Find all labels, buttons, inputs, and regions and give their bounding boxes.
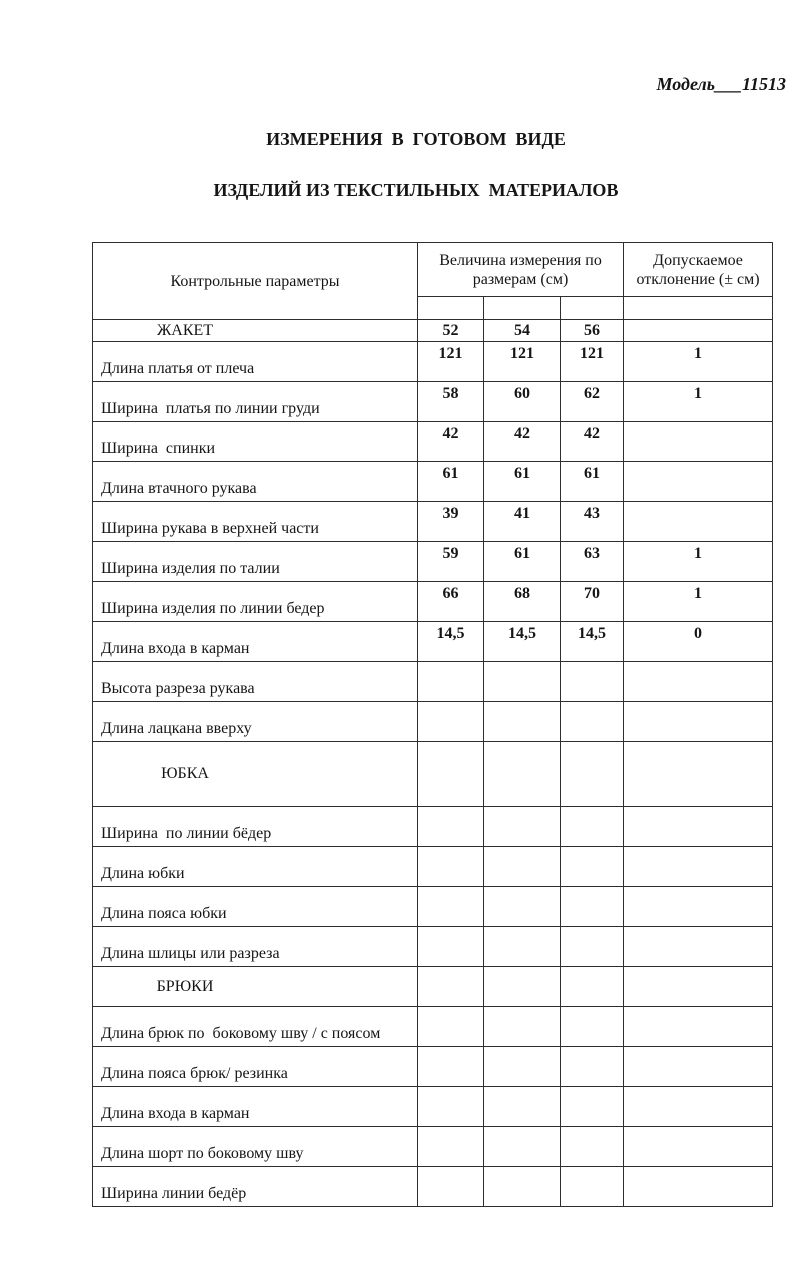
size-value-cell [484,927,561,967]
size-value-cell: 61 [418,462,484,502]
size-value-cell [484,1047,561,1087]
document-title-line1: ИЗМЕРЕНИЯ В ГОТОВОМ ВИДЕ [266,129,566,149]
deviation-cell: 1 [624,382,773,422]
size-value-cell: 61 [561,462,624,502]
deviation-cell [624,1047,773,1087]
size-value-cell [561,702,624,742]
size-value-cell: 14,5 [418,622,484,662]
deviation-cell [624,662,773,702]
table-body [93,320,773,1207]
row-label: Длина втачного рукава [93,462,418,502]
row-label: Длина шлицы или разреза [93,927,418,967]
row-label: Ширина спинки [93,422,418,462]
table-row [93,847,773,887]
size-value-cell: 70 [561,582,624,622]
size-value-cell: 60 [484,382,561,422]
size-value-cell: 61 [484,542,561,582]
deviation-cell [624,1167,773,1207]
size-value-cell [561,887,624,927]
size-value-cell [561,1007,624,1047]
section-label: ЖАКЕТ [93,320,418,342]
size-value-cell: 62 [561,382,624,422]
size-value-cell [418,807,484,847]
size-value-cell [484,1087,561,1127]
row-label: Длина входа в карман [93,622,418,662]
table-row [93,1007,773,1047]
row-label: Ширина по линии бёдер [93,807,418,847]
size-value-cell: 42 [484,422,561,462]
row-label: Ширина изделия по талии [93,542,418,582]
size-subheader-cell [484,297,561,320]
row-label: Ширина изделия по линии бедер [93,582,418,622]
deviation-cell: 1 [624,582,773,622]
size-value-cell: 14,5 [484,622,561,662]
size-value-cell: 43 [561,502,624,542]
size-value-cell [484,807,561,847]
size-value-cell [561,807,624,847]
table-row [93,542,773,582]
header-control-parameters: Контрольные параметры [93,243,418,320]
size-value-cell: 66 [418,582,484,622]
table-row [93,1087,773,1127]
size-subheader-cell [561,297,624,320]
size-value-cell [418,887,484,927]
header-measurement-by-sizes: Величина измерения по размерам (см) [418,243,624,297]
size-value-cell: 42 [561,422,624,462]
table-row [93,807,773,847]
size-value-cell: 42 [418,422,484,462]
size-value-cell: 121 [561,342,624,382]
section-label: БРЮКИ [93,967,418,1007]
deviation-cell [624,502,773,542]
size-value-cell: 39 [418,502,484,542]
row-label: Длина лацкана вверху [93,702,418,742]
section-label: ЮБКА [93,742,418,807]
table-header [93,243,773,320]
size-value-cell [484,662,561,702]
deviation-cell [624,927,773,967]
size-value-cell [484,1167,561,1207]
deviation-cell [624,1087,773,1127]
size-value-cell [418,1087,484,1127]
size-value-cell [484,847,561,887]
row-label: Длина входа в карман [93,1087,418,1127]
deviation-cell [624,807,773,847]
size-value-cell [418,967,484,1007]
header-allowed-deviation: Допускаемое отклонение (± см) [624,243,773,297]
size-value-cell [561,1167,624,1207]
deviation-cell [624,742,773,807]
size-value-cell [484,887,561,927]
row-label: Ширина линии бедёр [93,1167,418,1207]
size-value-cell [484,967,561,1007]
deviation-cell [624,422,773,462]
table-row [93,927,773,967]
section-header-row [93,967,773,1007]
size-value-cell [561,967,624,1007]
row-label: Длина пояса брюк/ резинка [93,1047,418,1087]
table-header-row [93,243,773,297]
size-value-cell [418,702,484,742]
row-label: Длина брюк по боковому шву / с поясом [93,1007,418,1047]
table-row [93,422,773,462]
size-value-cell [418,927,484,967]
size-value-cell: 68 [484,582,561,622]
table-row [93,462,773,502]
deviation-cell [624,1127,773,1167]
size-value-cell [418,662,484,702]
deviation-cell [624,887,773,927]
section-header-row [93,742,773,807]
deviation-cell [624,967,773,1007]
deviation-cell [624,702,773,742]
table-row [93,887,773,927]
size-value-cell [561,847,624,887]
deviation-cell [624,1007,773,1047]
measurement-table [92,242,773,1207]
size-value-cell: 61 [484,462,561,502]
size-value-cell [484,742,561,807]
size-value-cell: 59 [418,542,484,582]
deviation-cell: 1 [624,542,773,582]
deviation-cell [624,462,773,502]
size-value-cell [418,1047,484,1087]
size-value-cell [418,1167,484,1207]
table-row [93,382,773,422]
size-value-cell [561,927,624,967]
size-value-cell: 14,5 [561,622,624,662]
model-number: Модель___11513 [656,74,786,94]
table-row [93,582,773,622]
size-value-cell: 52 [418,320,484,342]
size-value-cell [561,662,624,702]
section-header-row [93,320,773,342]
table-row [93,1047,773,1087]
table-row [93,662,773,702]
table-row [93,1167,773,1207]
table-row [93,1127,773,1167]
document-title-line2: ИЗДЕЛИЙ ИЗ ТЕКСТИЛЬНЫХ МАТЕРИАЛОВ [213,180,619,200]
size-value-cell [418,742,484,807]
size-value-cell: 63 [561,542,624,582]
size-value-cell [484,702,561,742]
size-value-cell: 121 [484,342,561,382]
size-value-cell: 56 [561,320,624,342]
row-label: Ширина рукава в верхней части [93,502,418,542]
size-value-cell [418,847,484,887]
table-row [93,342,773,382]
deviation-cell [624,320,773,342]
size-value-cell: 58 [418,382,484,422]
size-value-cell: 121 [418,342,484,382]
size-value-cell [418,1127,484,1167]
deviation-subheader-cell [624,297,773,320]
size-subheader-cell [418,297,484,320]
document-page [0,74,800,1274]
row-label: Длина юбки [93,847,418,887]
size-value-cell: 41 [484,502,561,542]
row-label: Длина платья от плеча [93,342,418,382]
row-label: Ширина платья по линии груди [93,382,418,422]
deviation-cell: 0 [624,622,773,662]
size-value-cell: 54 [484,320,561,342]
row-label: Длина пояса юбки [93,887,418,927]
size-value-cell [418,1007,484,1047]
size-value-cell [484,1127,561,1167]
row-label: Высота разреза рукава [93,662,418,702]
size-value-cell [484,1007,561,1047]
document-title [56,97,776,233]
size-value-cell [561,1087,624,1127]
table-row [93,502,773,542]
size-value-cell [561,1127,624,1167]
size-value-cell [561,742,624,807]
size-value-cell [561,1047,624,1087]
deviation-cell [624,847,773,887]
table-row [93,702,773,742]
table-row [93,622,773,662]
row-label: Длина шорт по боковому шву [93,1127,418,1167]
deviation-cell: 1 [624,342,773,382]
